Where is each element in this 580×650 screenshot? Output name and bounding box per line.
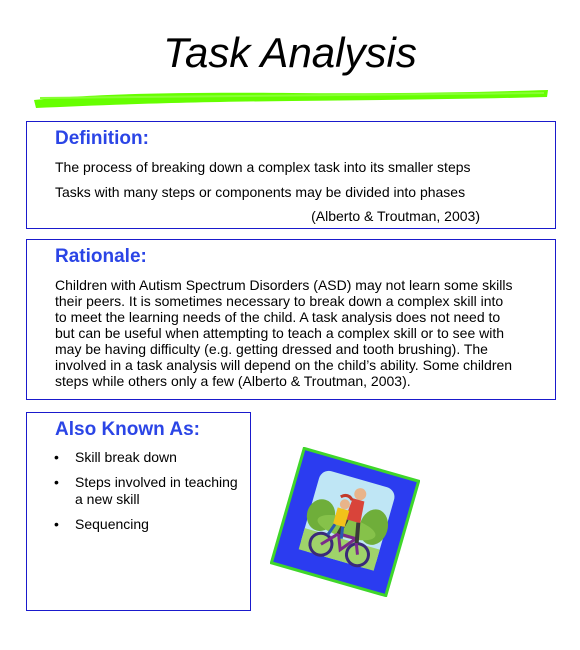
- bicycle-riding-clipart: [270, 447, 420, 597]
- rationale-line: may be having difficulty (e.g. getting dressed and tooth brushing). The: [55, 341, 488, 357]
- definition-line-1: The process of breaking down a complex task into its smaller steps: [55, 159, 471, 175]
- list-item: • Sequencing: [54, 516, 149, 532]
- rationale-line: but can be useful when attempting to teach a complex skill or to see with: [55, 325, 505, 341]
- also-known-as-heading: Also Known As:: [55, 419, 200, 440]
- bullet-icon: •: [54, 474, 59, 490]
- bullet-icon: •: [54, 516, 59, 532]
- also-known-as-list: [51, 449, 241, 541]
- list-item: • Skill break down: [54, 449, 177, 465]
- rationale-line: to meet the learning needs of the child. A task analysis does not need to: [55, 309, 501, 325]
- also-known-as-box: [26, 412, 251, 611]
- rationale-line: involved in a task analysis will depend on the child’s ability. Some children: [55, 357, 513, 373]
- rationale-heading: Rationale:: [55, 246, 147, 267]
- green-brush-stroke: [32, 88, 550, 110]
- rationale-paragraph: [55, 277, 550, 389]
- rationale-line: Children with Autism Spectrum Disorders (ASD) may not learn some skills: [55, 277, 513, 293]
- bullet-icon: •: [54, 449, 59, 465]
- rationale-line: their peers. It is sometimes necessary to break down a complex skill into: [55, 293, 504, 309]
- definition-citation: (Alberto & Troutman, 2003): [311, 208, 480, 224]
- rationale-box: [26, 239, 556, 400]
- definition-line-2: Tasks with many steps or components may be divided into phases: [55, 184, 466, 200]
- page-title: Task Analysis: [163, 29, 417, 76]
- definition-box: [26, 121, 556, 229]
- list-item: • Steps involved in teaching a new skill: [54, 474, 238, 507]
- rationale-line: steps while others only a few (Alberto & Troutman, 2003).: [55, 373, 411, 389]
- definition-heading: Definition:: [55, 128, 149, 149]
